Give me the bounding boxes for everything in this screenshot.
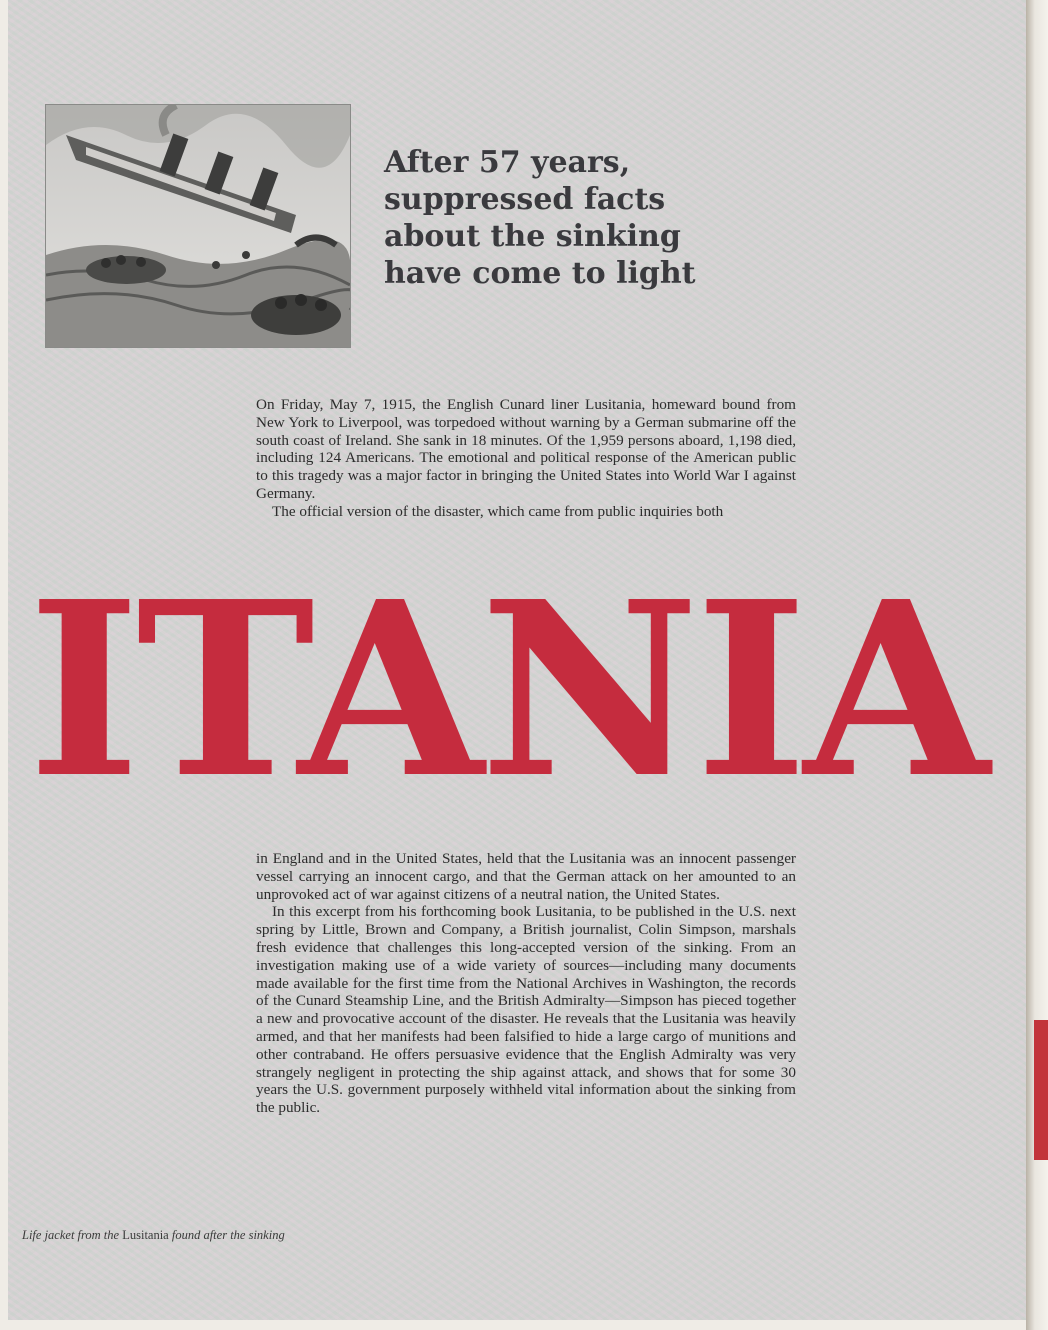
big-title-itania: ITANIA: [28, 549, 986, 831]
body-paragraph-end: in England and in the United States, held that the Lusitania was an innocent passenger vessel carrying an innocent cargo, and that the German attack on her amounted to an unprovoked act of war against citizens of a neutral nation, the United States.: [256, 850, 796, 903]
sinking-ship-illustration: [45, 104, 351, 348]
headline-line: about the sinking: [384, 219, 681, 254]
intro-column: [256, 396, 796, 521]
intro-paragraph: On Friday, May 7, 1915, the English Cunard liner Lusitania, homeward bound from New York to Liverpool, was torpedoed without warning by a German submarine off the south coast of Ireland. She sank in 18 minutes. Of the 1,959 persons aboard, 1,198 died, including 124 Americans. The emotional and political response of the American public to this tragedy was a major factor in bringing the United States into World War I against Germany.: [256, 396, 796, 502]
caption-text: Life jacket from the: [22, 1228, 120, 1242]
headline-line: suppressed facts: [384, 182, 666, 217]
headline: [384, 144, 804, 292]
headline-line: After 57 years,: [384, 145, 631, 180]
headline-line: have come to light: [384, 256, 696, 291]
caption-text: found after the sinking: [171, 1228, 285, 1242]
body-paragraph: In this excerpt from his forthcoming book Lusitania, to be published in the U.S. next spring by Little, Brown and Company, a British journalist, Colin Simpson, marshals fresh evidence that challenges this long-accepted version of the sinking. From an investigation making use of a wide variety of sources—including many documents made available for the first time from the National Archives in Washington, the records of the Cunard Steamship Line, and the British Admiralty—Simpson has pieced together a new and provocative account of the disaster. He reveals that the Lusitania was heavily armed, and that her manifests had been falsified to hide a large cargo of munitions and other contraband. He offers persuasive evidence that the English Admiralty was very strangely negligent in protecting the ship against attack, and shows that for some 30 years the U.S. government purposely withheld vital information about the sinking from the public.: [256, 903, 796, 1117]
caption-ship-name: Lusitania: [122, 1228, 169, 1242]
intro-paragraph-continued: The official version of the disaster, which came from public inquiries both: [272, 502, 724, 520]
continuation-column: [256, 850, 796, 1117]
photo-caption: [22, 1228, 285, 1243]
next-page-red-edge: [1034, 1020, 1048, 1160]
